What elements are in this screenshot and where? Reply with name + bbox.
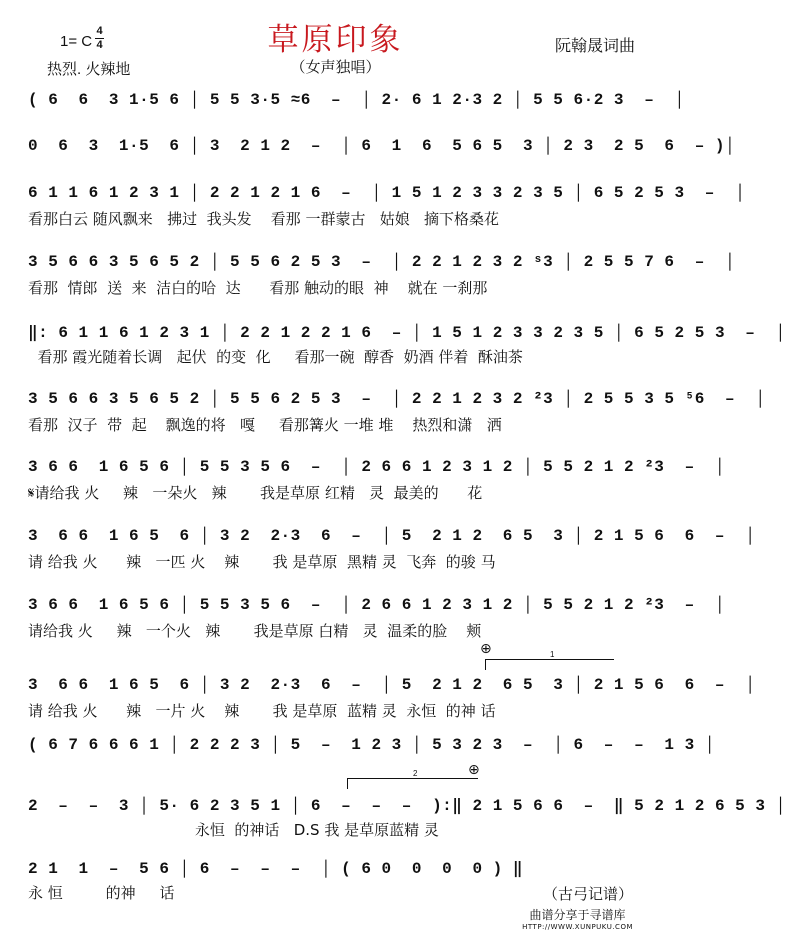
- notation-line: 3 5 6 6 3 5 6 5 2 │ 5 5 6 2 5 3 – │ 2 2 1 2 3 2 ˢ3 │ 2 5 5 7 6 – │: [28, 253, 736, 271]
- volta-bracket-1: [485, 650, 614, 670]
- notation-line: 2 1 1 – 5 6 │ 6 – – – │ ( 6 0 0 0 0 ) ‖: [28, 860, 524, 878]
- notation-line: 3 6 6 1 6 5 6 │ 5 5 3 5 6 – │ 2 6 6 1 2 3 1 2 │ 5 5 2 1 2 ²3 – │: [28, 596, 726, 614]
- notation-line: 0 6 3 1·5 6 │ 3 2 1 2 – │ 6 1 6 5 6 5 3 │ 2 3 2 5 6 – )│: [28, 137, 736, 155]
- volta-number: 2: [413, 769, 418, 778]
- footer-text: 曲谱分享于寻谱库: [529, 908, 626, 922]
- lyrics-line: 永 恒 的神 话: [28, 884, 175, 902]
- lyrics-line: 请 给我 火 辣 一片 火 辣 我 是草原 蓝精 灵 永恒 的神 话: [28, 702, 496, 720]
- voice-type: （女声独唱）: [290, 59, 381, 76]
- lyrics-line: 看那 情郎 送 来 洁白的哈 达 看那 触动的眼 神 就在 一刹那: [28, 279, 488, 297]
- site-footer: [522, 906, 633, 931]
- notation-line: 6 1 1 6 1 2 3 1 │ 2 2 1 2 1 6 – │ 1 5 1 2 3 3 2 3 5 │ 6 5 2 5 3 – │: [28, 184, 746, 202]
- coda-sign: ⊕: [468, 761, 480, 777]
- lyrics-line: 请给我 火 辣 一个火 辣 我是草原 白精 灵 温柔的脸 颊: [28, 622, 482, 640]
- notation-line: 3 6 6 1 6 5 6 │ 3 2 2·3 6 – │ 5 2 1 2 6 5 3 │ 2 1 5 6 6 – │: [28, 676, 756, 694]
- composer-credit: 阮翰晟词曲: [554, 38, 635, 55]
- lyrics-line: 请 给我 火 辣 一匹 火 辣 我 是草原 黑精 灵 飞奔 的骏 马: [28, 553, 496, 571]
- transcriber-credit: （古弓记谱）: [542, 886, 633, 903]
- lyrics-line: 看那 汉子 带 起 飘逸的将 嘎 看那篝火 一堆 堆 热烈和潇 洒: [28, 416, 502, 434]
- notation-line: 2 – – 3 │ 5· 6 2 3 5 1 │ 6 – – – ):‖ 2 1 5 6 6 – ‖ 5 2 1 2 6 5 3 │: [28, 797, 786, 815]
- notation-line: ‖: 6 1 1 6 1 2 3 1 │ 2 2 1 2 2 1 6 – │ 1 5 1 2 3 3 2 3 5 │ 6 5 2 5 3 – │: [28, 324, 786, 342]
- notation-line: 3 6 6 1 6 5 6 │ 5 5 3 5 6 – │ 2 6 6 1 2 3 1 2 │ 5 5 2 1 2 ²3 – │: [28, 458, 726, 476]
- tempo-marking: 热烈. 火辣地: [47, 61, 131, 78]
- notation-line: 3 6 6 1 6 5 6 │ 3 2 2·3 6 – │ 5 2 1 2 6 5 3 │ 2 1 5 6 6 – │: [28, 527, 756, 545]
- coda-sign: ⊕: [480, 640, 492, 656]
- lyrics-line: 看那白云 随风飘来 拂过 我头发 看那 一群蒙古 姑娘 摘下格桑花: [28, 210, 500, 228]
- notation-line: ( 6 6 3 1·5 6 │ 5 5 3·5 ≈6 – │ 2· 6 1 2·3 2 │ 5 5 6·2 3 – │: [28, 91, 685, 109]
- volta-bracket-2: [347, 769, 478, 789]
- lyrics-line: 看那 霞光随着长调 起伏 的变 化 看那一碗 醇香 奶酒 伴着 酥油茶: [28, 348, 523, 366]
- footer-url: HTTP://WWW.XUNPUKU.COM: [522, 923, 633, 931]
- lyrics-line: 𝄋请给我 火 辣 一朵火 辣 我是草原 红精 灵 最美的 花: [28, 484, 483, 502]
- time-signature: [95, 26, 104, 51]
- notation-line: ( 6 7 6 6 6 1 │ 2 2 2 3 │ 5 – 1 2 3 │ 5 3 2 3 – │ 6 – – 1 3 │: [28, 736, 715, 754]
- song-title: 草原印象: [267, 22, 404, 58]
- time-sig-top: 4: [96, 25, 103, 37]
- volta-number: 1: [550, 650, 555, 659]
- notation-line: 3 5 6 6 3 5 6 5 2 │ 5 5 6 2 5 3 – │ 2 2 1 2 3 2 ²3 │ 2 5 5 3 5 ⁵6 – │: [28, 390, 766, 408]
- time-sig-bottom: 4: [96, 39, 103, 51]
- key-signature: 1= C: [60, 33, 93, 50]
- lyrics-line: 永恒 的神话 D.S 我 是草原蓝精 灵: [28, 821, 439, 839]
